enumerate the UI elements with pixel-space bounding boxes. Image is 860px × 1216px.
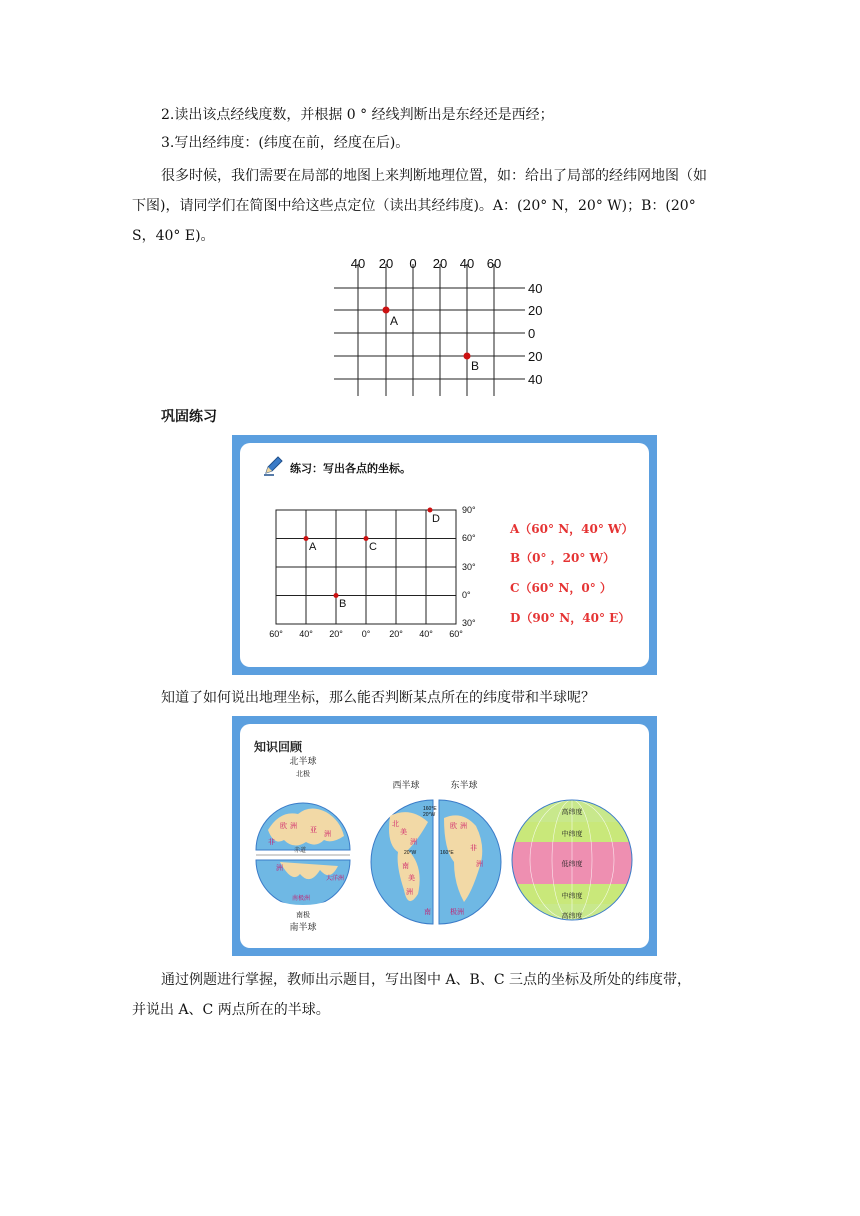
answer-c: C（60° N，0° ） bbox=[510, 581, 612, 595]
exercise-point-d bbox=[428, 508, 433, 513]
exercise-point-d-label: D bbox=[432, 513, 440, 525]
continent-label: 南 bbox=[402, 863, 409, 870]
south-pole-label: 南极 bbox=[296, 912, 310, 919]
paragraph-intro-line3: S，40° E)。 bbox=[132, 228, 215, 244]
exercise-bottom-label: 40° bbox=[419, 629, 433, 639]
exercise-bottom-label: 20° bbox=[329, 629, 343, 639]
continent-label: 非 bbox=[268, 839, 275, 846]
paragraph-intro-line2: 下图)，请同学们在简图中给这些点定位（读出其经纬度)。A：(20° N，20° W)；B：(20° bbox=[132, 198, 696, 214]
grid1-right-label: 20 bbox=[528, 349, 543, 364]
zone-label: 高纬度 bbox=[561, 913, 583, 920]
continent-label: 洲 bbox=[290, 823, 297, 830]
answer-d: D（90° N，40° E） bbox=[510, 611, 631, 625]
section-heading: 巩固练习 bbox=[161, 409, 217, 425]
continent-label: 洲 bbox=[324, 831, 331, 838]
grid1-right-label: 20 bbox=[528, 303, 543, 318]
continent-label: 美 bbox=[408, 875, 415, 882]
review-panel-inner bbox=[240, 724, 649, 948]
exercise-title: 练习：写出各点的坐标。 bbox=[290, 462, 411, 475]
continent-label: 南极洲 bbox=[292, 896, 311, 902]
continent-label: 非 bbox=[470, 845, 477, 852]
continent-label: 大洋洲 bbox=[326, 876, 345, 882]
grid1-top-label: 20 bbox=[378, 256, 394, 271]
continent-label: 洲 bbox=[276, 865, 283, 872]
continent-label: 洲 bbox=[476, 861, 483, 868]
exercise-point-c-label: C bbox=[369, 541, 377, 553]
exercise-bottom-label: 40° bbox=[299, 629, 313, 639]
grid1-top-label: 0 bbox=[409, 256, 417, 271]
exercise-right-label: 30° bbox=[462, 618, 476, 628]
equator-label: 赤道 bbox=[293, 848, 307, 854]
hemisphere-globes-diagram bbox=[240, 754, 649, 948]
point-b-marker bbox=[464, 353, 471, 360]
paragraph-step3: 3.写出经纬度：(纬度在前，经度在后)。 bbox=[161, 135, 410, 151]
grid1-right-label: 40 bbox=[528, 372, 543, 387]
exercise-grid bbox=[269, 501, 492, 641]
exercise-right-label: 90° bbox=[462, 505, 476, 515]
point-b-label: B bbox=[471, 359, 480, 373]
continent-label: 亚 bbox=[310, 827, 317, 834]
grid1-top-label: 20 bbox=[432, 256, 448, 271]
exercise-bottom-label: 60° bbox=[449, 629, 463, 639]
exercise-point-a bbox=[304, 536, 309, 541]
paragraph-step2: 2.读出该点经线度数，并根据 0 ° 经线判断出是东经还是西经； bbox=[161, 107, 554, 123]
review-panel bbox=[232, 716, 657, 956]
grid1-top-label: 40 bbox=[350, 256, 366, 271]
paragraph-intro-line1: 很多时候，我们需要在局部的地图上来判断地理位置，如：给出了局部的经纬网地图（如 bbox=[161, 168, 707, 184]
grid1-vertical-lines bbox=[358, 264, 494, 396]
exercise-right-label: 60° bbox=[462, 533, 476, 543]
north-hemisphere-label: 北半球 bbox=[289, 756, 317, 766]
zone-label: 中纬度 bbox=[561, 831, 583, 838]
review-title: 知识回顾 bbox=[254, 740, 303, 754]
lat-lon-grid-diagram bbox=[330, 252, 560, 398]
zone-label: 低纬度 bbox=[561, 861, 583, 868]
exercise-point-c bbox=[364, 536, 369, 541]
south-hemisphere-label: 南半球 bbox=[289, 922, 317, 932]
exercise-bottom-label: 60° bbox=[269, 629, 283, 639]
exercise-panel-inner bbox=[240, 443, 649, 667]
pencil-icon bbox=[262, 455, 284, 477]
east-hemisphere-label: 东半球 bbox=[450, 780, 478, 790]
lon-label: 160°E bbox=[423, 806, 437, 812]
west-hemisphere-label: 西半球 bbox=[392, 780, 420, 790]
lon-label: 160°E bbox=[440, 850, 454, 856]
continent-label: 南 bbox=[424, 909, 431, 916]
north-pole-label: 北极 bbox=[296, 771, 310, 778]
continent-label: 美 bbox=[400, 829, 407, 836]
continent-label: 洲 bbox=[406, 889, 413, 896]
exercise-bottom-label: 0° bbox=[361, 629, 371, 639]
paragraph-question: 知道了如何说出地理坐标，那么能否判断某点所在的纬度带和半球呢？ bbox=[161, 690, 595, 706]
grid1-right-label: 40 bbox=[528, 281, 543, 296]
exercise-point-a-label: A bbox=[309, 541, 317, 553]
answer-b: B（0° ，20° W） bbox=[510, 551, 616, 565]
continent-label: 极洲 bbox=[450, 909, 464, 916]
exercise-right-label: 30° bbox=[462, 562, 476, 572]
exercise-bottom-label: 20° bbox=[389, 629, 403, 639]
exercise-right-label: 0° bbox=[462, 590, 471, 600]
lon-label: 20°W bbox=[404, 850, 417, 856]
continent-label: 北 bbox=[392, 821, 399, 828]
exercise-point-b-label: B bbox=[339, 598, 347, 610]
paragraph-closing-line1: 通过例题进行掌握，教师出示题目，写出图中 A、B、C 三点的坐标及所处的纬度带， bbox=[161, 972, 692, 988]
exercise-panel bbox=[232, 435, 657, 675]
continent-label: 洲 bbox=[410, 839, 417, 846]
grid1-top-label: 60 bbox=[486, 256, 502, 271]
continent-label: 欧 bbox=[450, 823, 457, 830]
point-a-marker bbox=[383, 307, 390, 314]
continent-label: 欧 bbox=[280, 823, 287, 830]
zone-label: 高纬度 bbox=[561, 809, 583, 816]
point-a-label: A bbox=[390, 314, 399, 328]
answer-a: A（60° N，40° W） bbox=[510, 522, 634, 536]
lon-label: 20°W bbox=[423, 812, 436, 818]
continent-label: 洲 bbox=[460, 823, 467, 830]
exercise-point-b bbox=[334, 593, 339, 598]
grid1-right-label: 0 bbox=[528, 326, 536, 341]
zone-label: 中纬度 bbox=[561, 893, 583, 900]
grid1-top-label: 40 bbox=[459, 256, 475, 271]
paragraph-closing-line2: 并说出 A、C 两点所在的半球。 bbox=[132, 1002, 330, 1018]
grid1-horizontal-lines bbox=[334, 288, 525, 379]
